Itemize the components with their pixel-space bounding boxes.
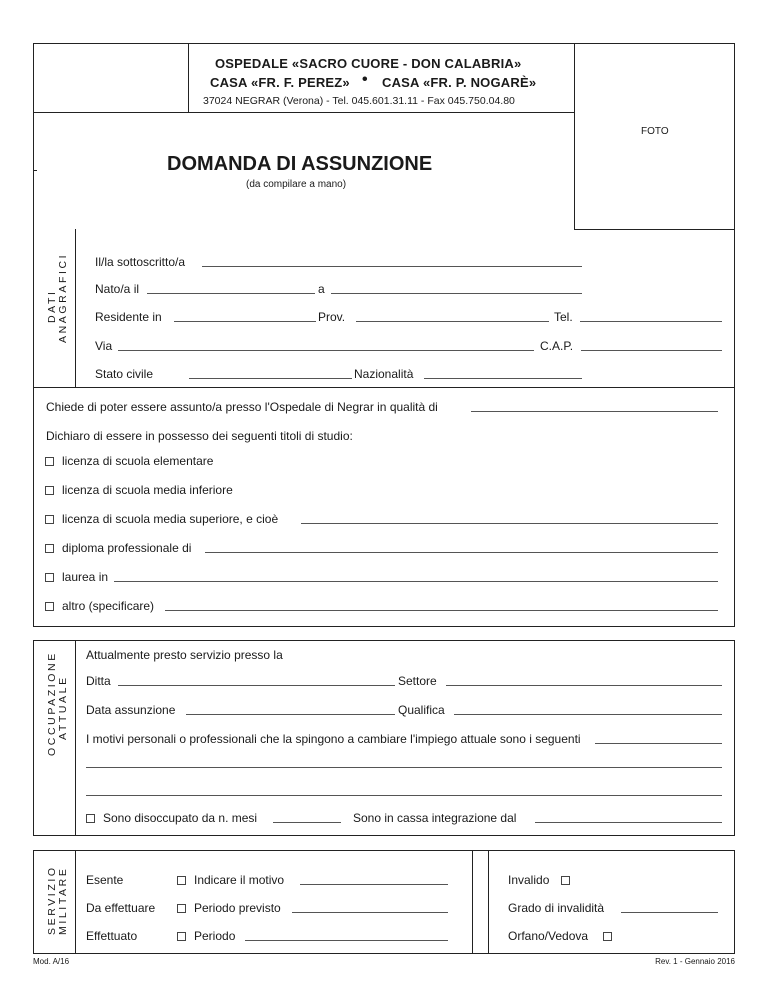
cap-field[interactable]: [581, 350, 722, 351]
left-tick: [33, 170, 37, 171]
via-field[interactable]: [118, 350, 534, 351]
occupazione-label-1: OCCUPAZIONE: [46, 651, 58, 756]
header-left-divider: [188, 43, 189, 112]
hospital-address: 37024 NEGRAR (Verona) - Tel. 045.601.31.11 - Fax 045.750.04.80: [203, 95, 515, 107]
grado-field[interactable]: [621, 912, 718, 913]
nato-label: Nato/a il: [95, 282, 140, 296]
photo-divider: [574, 43, 575, 229]
cap-label: C.A.P.: [540, 339, 574, 353]
option-checkbox-altro[interactable]: [45, 602, 54, 611]
motivi-field-3[interactable]: [86, 795, 722, 796]
chiede-label: Chiede di poter essere assunto/a presso l'Ospedale di Negrar in qualità di: [46, 400, 438, 414]
occupazione-label-2: ATTUALE: [57, 675, 69, 740]
tel-field[interactable]: [580, 321, 722, 322]
header-divider: [33, 112, 574, 113]
indicare-checkbox[interactable]: [177, 876, 186, 885]
house-right: CASA «FR. P. NOGARÈ»: [382, 75, 537, 90]
dati-divider: [33, 387, 735, 388]
esente-label: Esente: [86, 873, 124, 887]
stato-civile-field[interactable]: [189, 378, 352, 379]
chiede-field[interactable]: [471, 411, 718, 412]
dati-label-2: ANAGRAFICI: [57, 252, 69, 343]
periodo-previsto-checkbox[interactable]: [177, 904, 186, 913]
indicare-field[interactable]: [300, 884, 448, 885]
residente-label: Residente in: [95, 310, 162, 324]
periodo-field[interactable]: [245, 940, 448, 941]
option-checkbox-media-inferiore[interactable]: [45, 486, 54, 495]
nato-a-label: a: [318, 282, 325, 296]
house-left: CASA «FR. F. PEREZ»: [210, 75, 350, 90]
residente-field[interactable]: [174, 321, 316, 322]
photo-label: FOTO: [641, 126, 669, 137]
option-checkbox-laurea[interactable]: [45, 573, 54, 582]
laurea-field[interactable]: [114, 581, 718, 582]
option-checkbox-media-superiore[interactable]: [45, 515, 54, 524]
disoccupato-field[interactable]: [273, 822, 341, 823]
form-code: Mod. A/16: [33, 957, 70, 966]
altro-field[interactable]: [165, 610, 718, 611]
periodo-previsto-field[interactable]: [292, 912, 448, 913]
ditta-field[interactable]: [118, 685, 395, 686]
option-label-media-inferiore: licenza di scuola media inferiore: [62, 483, 233, 497]
diploma-field[interactable]: [205, 552, 718, 553]
disoccupato-checkbox[interactable]: [86, 814, 95, 823]
nazionalita-field[interactable]: [424, 378, 582, 379]
stato-civile-label: Stato civile: [95, 367, 154, 381]
periodo-label: Periodo: [194, 929, 236, 943]
option-checkbox-elementare[interactable]: [45, 457, 54, 466]
qualifica-label: Qualifica: [398, 703, 445, 717]
nato-place-field[interactable]: [331, 293, 582, 294]
occupazione-column-divider: [75, 640, 76, 836]
militare-column-divider: [75, 850, 76, 954]
invalido-label: Invalido: [508, 873, 550, 887]
indicare-label: Indicare il motivo: [194, 873, 285, 887]
occupazione-intro: Attualmente presto servizio presso la: [86, 648, 283, 662]
option-label-media-superiore: licenza di scuola media superiore, e cioè: [62, 512, 279, 526]
option-checkbox-diploma[interactable]: [45, 544, 54, 553]
militare-mid-divider-2: [488, 850, 489, 954]
settore-field[interactable]: [446, 685, 722, 686]
sottoscritto-label: Il/la sottoscritto/a: [95, 255, 186, 269]
cassa-label: Sono in cassa integrazione dal: [353, 811, 517, 825]
orfano-label: Orfano/Vedova: [508, 929, 589, 943]
motivi-label: I motivi personali o professionali che la spingono a cambiare l'impiego attuale sono i seguenti: [86, 732, 581, 746]
militare-label-2: MILITARE: [57, 866, 69, 935]
option-label-altro: altro (specificare): [62, 599, 155, 613]
disoccupato-label: Sono disoccupato da n. mesi: [103, 811, 258, 825]
invalido-checkbox[interactable]: [561, 876, 570, 885]
periodo-checkbox[interactable]: [177, 932, 186, 941]
sottoscritto-field[interactable]: [202, 266, 582, 267]
effettuato-label: Effettuato: [86, 929, 138, 943]
prov-field[interactable]: [356, 321, 549, 322]
militare-mid-divider-1: [472, 850, 473, 954]
via-label: Via: [95, 339, 113, 353]
nato-date-field[interactable]: [147, 293, 315, 294]
media-superiore-field[interactable]: [301, 523, 718, 524]
option-label-diploma: diploma professionale di: [62, 541, 192, 555]
photo-bottom: [574, 229, 735, 230]
hospital-name: OSPEDALE «SACRO CUORE - DON CALABRIA»: [215, 56, 522, 71]
cassa-field[interactable]: [535, 822, 722, 823]
dati-label-1: DATI: [46, 289, 58, 323]
militare-label-1: SERVIZIO: [46, 865, 58, 935]
data-assunzione-field[interactable]: [186, 714, 395, 715]
da-effettuare-label: Da effettuare: [86, 901, 156, 915]
form-subtitle: (da compilare a mano): [246, 179, 347, 190]
qualifica-field[interactable]: [454, 714, 722, 715]
tel-label: Tel.: [554, 310, 573, 324]
nazionalita-label: Nazionalità: [354, 367, 414, 381]
motivi-field-2[interactable]: [86, 767, 722, 768]
grado-label: Grado di invalidità: [508, 901, 605, 915]
orfano-checkbox[interactable]: [603, 932, 612, 941]
option-label-elementare: licenza di scuola elementare: [62, 454, 214, 468]
motivi-field-1[interactable]: [595, 743, 722, 744]
bullet-icon: •: [362, 71, 368, 88]
option-label-laurea: laurea in: [62, 570, 109, 584]
prov-label: Prov.: [318, 310, 346, 324]
dati-column-divider: [75, 229, 76, 387]
data-assunzione-label: Data assunzione: [86, 703, 176, 717]
ditta-label: Ditta: [86, 674, 111, 688]
form-title: DOMANDA DI ASSUNZIONE: [167, 153, 433, 175]
settore-label: Settore: [398, 674, 437, 688]
periodo-previsto-label: Periodo previsto: [194, 901, 281, 915]
dichiaro-label: Dichiaro di essere in possesso dei seguenti titoli di studio:: [46, 429, 353, 443]
main-form-box: [33, 43, 735, 627]
form-revision: Rev. 1 - Gennaio 2016: [655, 957, 735, 966]
